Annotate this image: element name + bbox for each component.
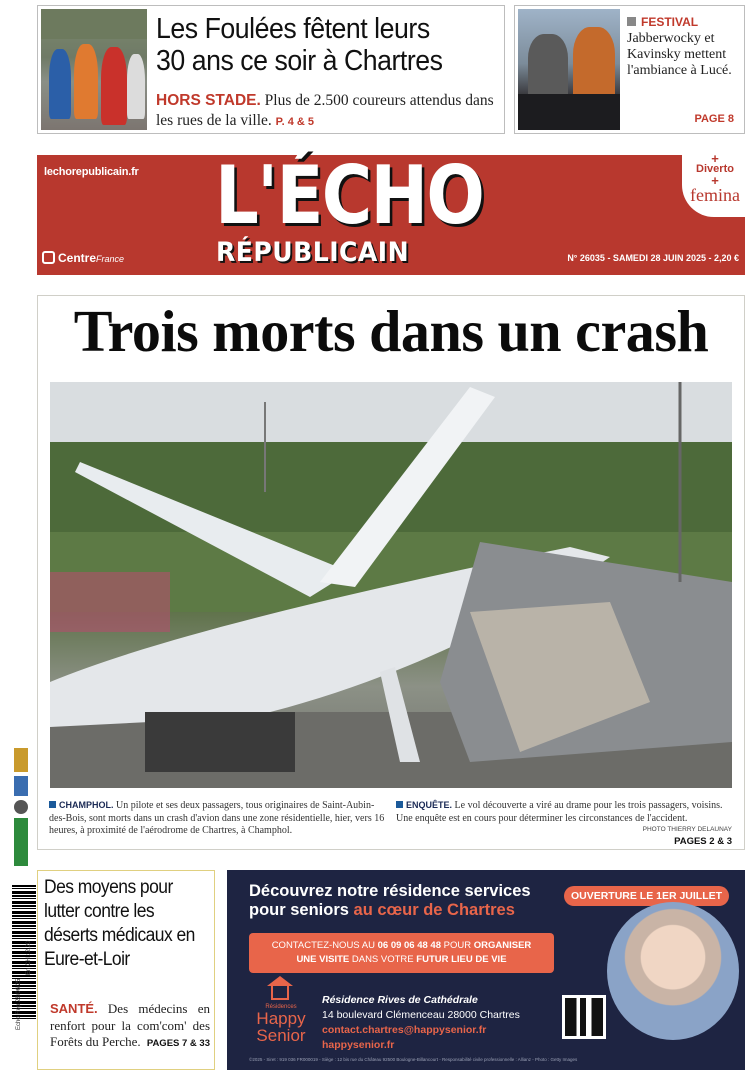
contact-email[interactable]: contact.chartres@happysenior.fr: [322, 1024, 487, 1036]
masthead: [37, 149, 745, 275]
teaser-page-ref: P. 4 & 5: [275, 116, 314, 128]
contact-text: FUTUR LIEU DE VIE: [416, 954, 507, 965]
qr-code-pattern: [565, 998, 603, 1036]
newspaper-logo-sub: RÉPUBLICAIN: [216, 237, 410, 268]
senior-photo: [607, 902, 739, 1040]
caption-kicker: [396, 800, 452, 810]
centre-france-icon: [42, 251, 55, 264]
newspaper-logo: L'ÉCHO: [215, 149, 484, 242]
main-headline: Trois morts dans un crash: [73, 298, 709, 364]
qr-code[interactable]: [562, 995, 606, 1039]
issue-info: N° 26035 - SAMEDI 28 JUIN 2025 - 2,20 €: [567, 253, 739, 263]
group-name: Centre: [58, 251, 97, 265]
label-icon: [14, 748, 28, 772]
residence-address: 14 boulevard Clémenceau 28000 Chartres: [322, 1009, 520, 1021]
ad-fine-print: ©2025 - Siret : 919 036 FR000019 - Siège : 12 bis rue du Château 92500 Boulogne-Billancourt - Responsabilité civile professionnelle : Allianz - Photo : Getty Images: [249, 1057, 578, 1062]
festival-kicker-label: FESTIVAL: [641, 15, 699, 29]
festival-photo: [518, 9, 620, 130]
main-page-ref: PAGES 2 & 3: [674, 836, 732, 847]
contact-text: POUR: [443, 940, 472, 951]
crash-photo: [50, 382, 732, 788]
caption-kicker-label: CHAMPHOL.: [59, 800, 114, 810]
festival-text: Jabberwocky et Kavinsky mettent l'ambiance à Lucé.: [627, 31, 732, 78]
teaser-foulees[interactable]: [37, 5, 505, 134]
caption-enquete: [396, 799, 736, 825]
residence-name: Résidence Rives de Cathédrale: [322, 994, 478, 1006]
ad-headline: [249, 882, 531, 920]
label-icon: [14, 776, 28, 796]
story-body: Des médecins en renfort pour la com'com' des Forêts du Perche.: [50, 1001, 210, 1049]
strip-price: En CH : 2,20: [26, 940, 32, 975]
ad-headline-part: pour seniors: [249, 901, 349, 919]
brand-name: Happy Senior: [256, 1009, 306, 1045]
contact-text: DANS VOTRE: [351, 954, 414, 965]
website-link[interactable]: happysenior.fr: [322, 1039, 395, 1051]
crash-illustration: [50, 382, 732, 788]
caption-text: Un pilote et ses deux passagers, tous originaires de Saint-Aubin-des-Bois, sont morts dans un crash d'avion dans une zone résidentielle, hier, vers 16 heures, à proximité de l'aérodrome de Chartres, à Champhol.: [49, 800, 385, 836]
photo-credit: PHOTO THIERRY DELAUNAY: [642, 826, 732, 833]
caption-kicker: [49, 800, 114, 810]
festival-page-ref: PAGE 8: [694, 113, 734, 125]
contact-text: UNE VISITE: [296, 954, 350, 965]
group-suffix: France: [96, 254, 125, 264]
ad-address: [322, 993, 520, 1053]
happy-senior-logo: [241, 982, 321, 1052]
story-deserts-medicaux[interactable]: [37, 870, 215, 1070]
teaser-body: Plus de 2.500 coureurs attendus dans les rues de la ville.: [156, 92, 494, 129]
square-icon: [49, 801, 56, 808]
contact-text: ORGANISER: [473, 940, 532, 951]
plus-icon: +: [711, 151, 719, 166]
label-icon: [14, 800, 28, 814]
advertisement[interactable]: [227, 870, 745, 1070]
caption-champhol: [49, 799, 389, 838]
teaser-title-line2: 30 ans ce soir à Chartres: [156, 45, 443, 77]
brand-small: Résidences: [265, 1004, 297, 1010]
strip-date: Echo Rep 28/06/25: [16, 978, 22, 1030]
teaser-kicker: HORS STADE.: [156, 92, 261, 109]
supplement-badge[interactable]: [682, 153, 748, 217]
contact-line1: [249, 939, 554, 953]
badge-femina: femina: [690, 185, 740, 205]
contact-phone[interactable]: 06 09 06 48 48: [377, 940, 442, 951]
teaser-festival[interactable]: [514, 5, 745, 134]
contact-text: CONTACTEZ-NOUS AU: [271, 940, 375, 951]
square-icon: [396, 801, 403, 808]
contact-box[interactable]: [249, 933, 554, 973]
square-icon: [627, 17, 636, 26]
story-title: Des moyens pour lutter contre les déserts médicaux en Eure-et-Loir: [44, 877, 195, 970]
story-text: [50, 1001, 210, 1053]
label-icon: [14, 818, 28, 866]
contact-line2: [249, 953, 554, 967]
group-logo: [42, 251, 124, 265]
runners-photo: [41, 9, 147, 130]
opening-pill: OUVERTURE LE 1ER JUILLET: [564, 886, 729, 906]
teaser-text: [156, 91, 501, 132]
story-page-ref: PAGES 7 & 33: [146, 1038, 210, 1049]
festival-kicker: [627, 15, 698, 29]
teaser-title: [156, 13, 443, 77]
teaser-title-line1: Les Foulées fêtent leurs: [156, 13, 430, 45]
caption-text: Le vol découverte a viré au drame pour les trois passagers, voisins. Une enquête est en cours pour déterminer les circonstances de l'accident.: [396, 800, 723, 824]
caption-kicker-label: ENQUÊTE.: [406, 800, 453, 810]
plus-icon: +: [711, 173, 719, 188]
site-url[interactable]: lechorepublicain.fr: [44, 166, 139, 178]
ad-headline-line1: Découvrez notre résidence services: [249, 882, 531, 900]
story-kicker: SANTÉ.: [50, 1001, 98, 1016]
badge-diverto: Diverto: [696, 163, 734, 175]
ad-headline-accent: au cœur de Chartres: [353, 901, 515, 919]
main-story[interactable]: [37, 295, 745, 850]
house-icon-body: [271, 984, 289, 1000]
ad-headline-line2: [249, 901, 531, 920]
